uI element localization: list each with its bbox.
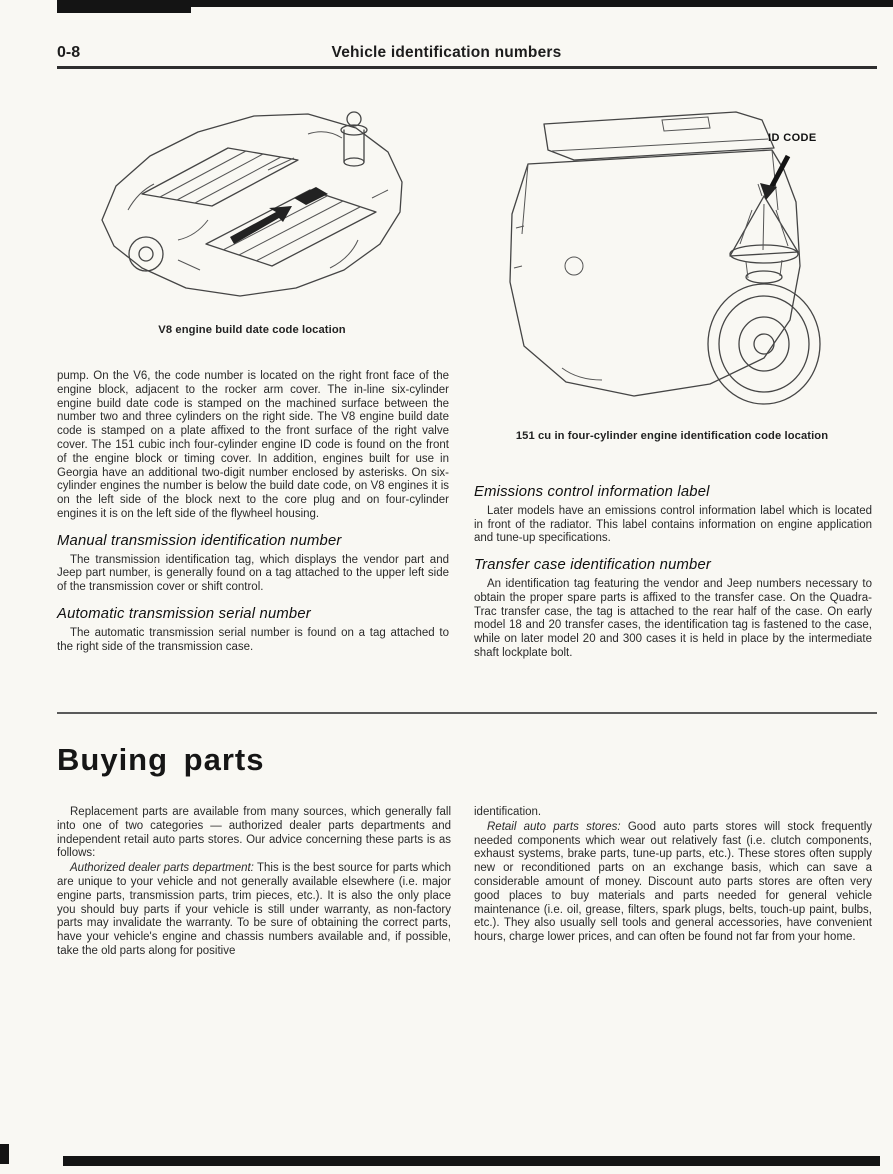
authorized-dealer-paragraph: [57, 862, 451, 959]
page-title: Vehicle identification numbers: [331, 44, 562, 61]
manual-transmission-heading: Manual transmission identification number: [57, 532, 342, 549]
automatic-transmission-paragraph: The automatic transmission serial number is found on a tag attached to the right side of the transmission case.: [57, 626, 449, 653]
page-number: 0-8: [57, 44, 81, 61]
id-code-label: ID CODE: [768, 132, 817, 144]
four-cylinder-engine-illustration: [466, 106, 848, 422]
manual-transmission-paragraph: The transmission identification tag, which displays the vendor part and Jeep part number, is generally found on a tag attached to the upper left side of the transmission cover or shift control.: [57, 553, 449, 594]
buying-parts-column-2: [474, 806, 872, 946]
scan-artifact-top-left-blob: [57, 0, 191, 13]
retail-stores-text: Good auto parts stores will stock frequently needed components which wear out relatively fast (i.e. clutch components, exhaust systems, brake parts, tune-up parts, etc.). These stores often supply new or reconditioned parts on an exchange basis, which can save a considerable amount of money. Discount auto parts stores are often very good places to buy materials and parts needed for general vehicle maintenance (i.e. oil, grease, filters, spark plugs, belts, touch-up paint, bulbs, etc.). They also usually sell tools and general accessories, have convenient hours, charge lower prices, and can often be found not far from your home.: [474, 820, 872, 944]
automatic-transmission-heading: Automatic transmission serial number: [57, 605, 311, 622]
transfer-case-paragraph: An identification tag featuring the vendor and Jeep numbers necessary to obtain the proper spare parts is affixed to the transfer case. On the Quadra-Trac transfer case, the tag is attached to the rear half of the case. On early model 18 and 20 transfer cases, the identification tag is fastened to the case, while on later model 20 and 300 cases it is held in place by the intermediate shaft lockplate bolt.: [474, 577, 872, 659]
retail-stores-lead: Retail auto parts stores:: [487, 820, 621, 833]
v8-figure-caption: V8 engine build date code location: [158, 324, 346, 336]
emissions-label-paragraph: Later models have an emissions control information label which is located in front of the radiator. This label contains information on engine application and tune-up specifications.: [474, 504, 872, 545]
four-cylinder-figure-caption: 151 cu in four-cylinder engine identification code location: [515, 430, 829, 442]
header-rule: [57, 66, 877, 69]
buying-parts-column-1: [57, 806, 451, 960]
left-text-column: [57, 370, 449, 655]
emissions-label-heading: Emissions control information label: [474, 484, 710, 500]
transfer-case-heading: Transfer case identification number: [474, 557, 712, 574]
v8-engine-figure: [58, 90, 446, 320]
retail-stores-paragraph: [474, 821, 872, 945]
continuation-text: identification.: [474, 806, 542, 818]
intro-paragraph: pump. On the V6, the code number is located on the right front face of the engine block, adjacent to the rocker arm cover. The in-line six-cylinder engine build date code is stamped on the machined surface between the number two and three cylinders on the right side. The V8 engine build date code is stamped on a plate affixed to the front surface of the right valve cover. The 151 cubic inch four-cylinder engine ID code is found on the front of the engine block or timing cover. In addition, engines built for use in Georgia have an additional two-digit number enclosed by asterisks. On six-cylinder engines the number is below the build date code, on V8 engines it is on the left side of the block next to the core plug and on four-cylinder engines it is on the left side of the flywheel housing.: [57, 370, 449, 520]
scan-artifact-bottom-left-mark: [0, 1144, 9, 1164]
authorized-dealer-lead: Authorized dealer parts department:: [70, 862, 254, 875]
four-cylinder-engine-figure: [466, 106, 848, 422]
buying-parts-title: Buying parts: [57, 742, 265, 777]
v8-engine-illustration: [58, 90, 446, 320]
right-text-column: [474, 486, 872, 662]
buying-parts-intro: Replacement parts are available from many sources, which generally fall into one of two categories — authorized dealer parts departments and independent retail auto parts stores. Our advice concerning these parts is as follows:: [57, 806, 451, 860]
authorized-dealer-text: This is the best source for parts which are unique to your vehicle and not generally available elsewhere (i.e. major engine parts, transmission parts, trim pieces, etc.). It is also the only place you should buy parts if your vehicle is still under warranty, as non-factory parts may invalidate the warranty. To be sure of obtaining the correct parts, have your vehicle's engine and chassis numbers available and, if possible, take the old parts along for positive: [57, 862, 452, 957]
scan-artifact-bottom-bar: [63, 1156, 880, 1166]
section-divider: [57, 712, 877, 714]
